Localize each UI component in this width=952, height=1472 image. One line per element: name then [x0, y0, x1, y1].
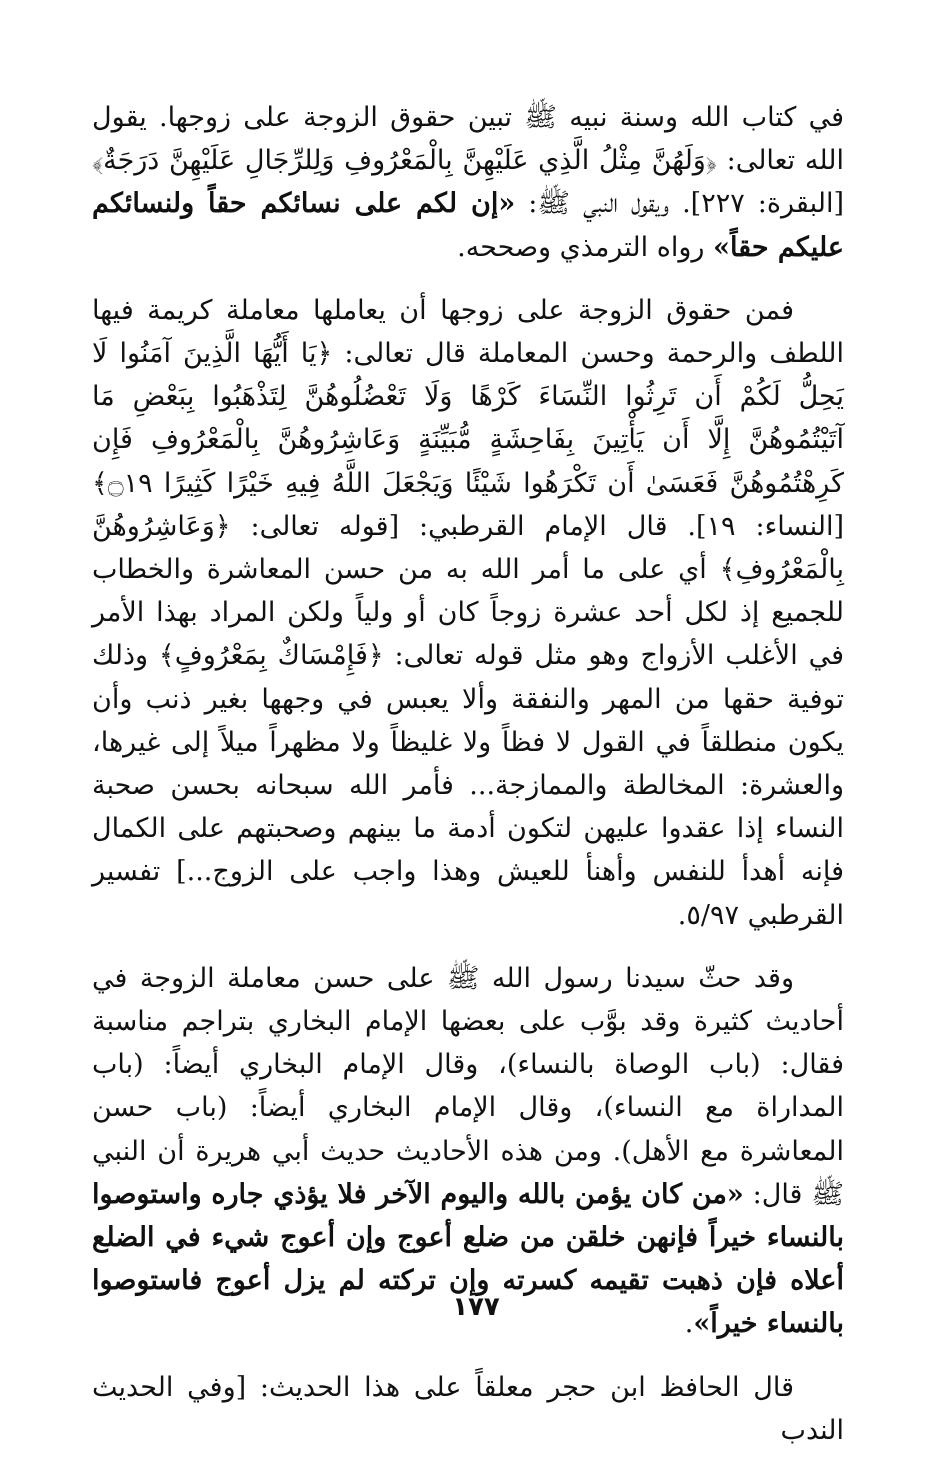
p2-text-c: أي على ما أمر الله به من حسن المعاشرة والخطاب للجميع إذ لكل أحد عشرة زوجاً كان أو ولياً ولكن المراد بهذا الأمر في الأغلب الأزواج وهو مثل قوله تعالى:	[92, 554, 844, 672]
p2-text-b: [النساء: ١٩]. قال الإمام القرطبي: [قوله تعالى:	[230, 510, 844, 542]
paragraph-3	[92, 957, 844, 1346]
p3-text-a: وقد حثّ سيدنا رسول الله ﷺ على حسن معاملة الزوجة في أحاديث كثيرة وقد بوَّب على بعضها الإمام البخاري بتراجم مناسبة فقال: (باب الوصاة بالنساء)، وقال الإمام البخاري أيضاً: (باب المداراة مع النساء)، وقال الإمام البخاري أيضاً: (باب حسن المعاشرة مع الأهل). ومن هذه الأحاديث حديث أبي هريرة أن النبي ﷺ قال:	[92, 962, 844, 1210]
p1-text-b: [البقرة: ٢٢٧]. ويقول النبي ﷺ:	[515, 188, 844, 220]
p1-quran-verse: ﴿وَلَهُنَّ مِثْلُ الَّذِي عَلَيْهِنَّ بِالْمَعْرُوفِ وَلِلرِّجَالِ عَلَيْهِنَّ دَرَجَةٌ﴾	[92, 145, 717, 177]
p2-quran-verse-2: ﴿وَعَاشِرُوهُنَّ بِالْمَعْرُوفِ﴾	[92, 510, 844, 586]
paragraph-4	[92, 1366, 844, 1452]
p4-text-a: قال الحافظ ابن حجر معلقاً على هذا الحديث: [وفي الحديث الندب	[92, 1371, 844, 1446]
p2-quran-verse: ﴿يَا أَيُّهَا الَّذِينَ آمَنُوا لَا يَحِلُّ لَكُمْ أَن تَرِثُوا النِّسَاءَ كَرْهًا وَلَا تَعْضُلُوهُنَّ لِتَذْهَبُوا بِبَعْضِ مَا آتَيْتُمُوهُنَّ إِلَّا أَن يَأْتِينَ بِفَاحِشَةٍ مُّبَيِّنَةٍ وَعَاشِرُوهُنَّ بِالْمَعْرُوفِ فَإِن كَرِهْتُمُوهُنَّ فَعَسَىٰ أَن تَكْرَهُوا شَيْئًا وَيَجْعَلَ اللَّهُ فِيهِ خَيْرًا كَثِيرًا ۝١٩﴾	[92, 338, 844, 499]
p1-hadith: «إن لكم على نسائكم حقاً ولنسائكم عليكم حقاً»	[92, 188, 844, 263]
p2-quran-verse-3: ﴿فَإِمْسَاكٌ بِمَعْرُوفٍ﴾	[158, 640, 384, 672]
p1-text-a: في كتاب الله وسنة نبيه ﷺ تبين حقوق الزوجة على زوجها. يقول الله تعالى:	[92, 102, 844, 177]
p1-text-c: رواه الترمذي وصححه.	[457, 231, 714, 263]
p3-text-b: .	[684, 1308, 694, 1340]
paragraph-2	[92, 289, 844, 937]
paragraph-1	[92, 96, 844, 269]
page-body	[92, 96, 844, 1472]
p3-hadith: «من كان يؤمن بالله واليوم الآخر فلا يؤذي جاره واستوصوا بالنساء خيراً فإنهن خلقن من ضلع أعوج وإن أعوج شيء في الضلع أعلاه فإن ذهبت تقيمه كسرته وإن تركته لم يزل أعوج فاستوصوا بالنساء خيراً»	[92, 1178, 844, 1340]
p2-text-d: وذلك توفية حقها من المهر والنفقة وألا يعبس في وجهها بغير ذنب وأن يكون منطلقاً في القول لا فظاً ولا غليظاً ولا مظهراً ميلاً إلى غيرها، والعشرة: المخالطة والممازجة... فأمر الله سبحانه بحسن صحبة النساء إذا عقدوا عليهن لتكون أدمة ما بينهم وصحبتهم على الكمال فإنه أهدأ للنفس وأهنأ للعيش وهذا واجب على الزوج...] تفسير القرطبي ٥/٩٧.	[92, 640, 844, 931]
page-number: ١٧٧	[452, 1292, 500, 1322]
p2-text-a: فمن حقوق الزوجة على زوجها أن يعاملها معاملة كريمة فيها اللطف والرحمة وحسن المعاملة قال تعالى:	[92, 294, 844, 370]
